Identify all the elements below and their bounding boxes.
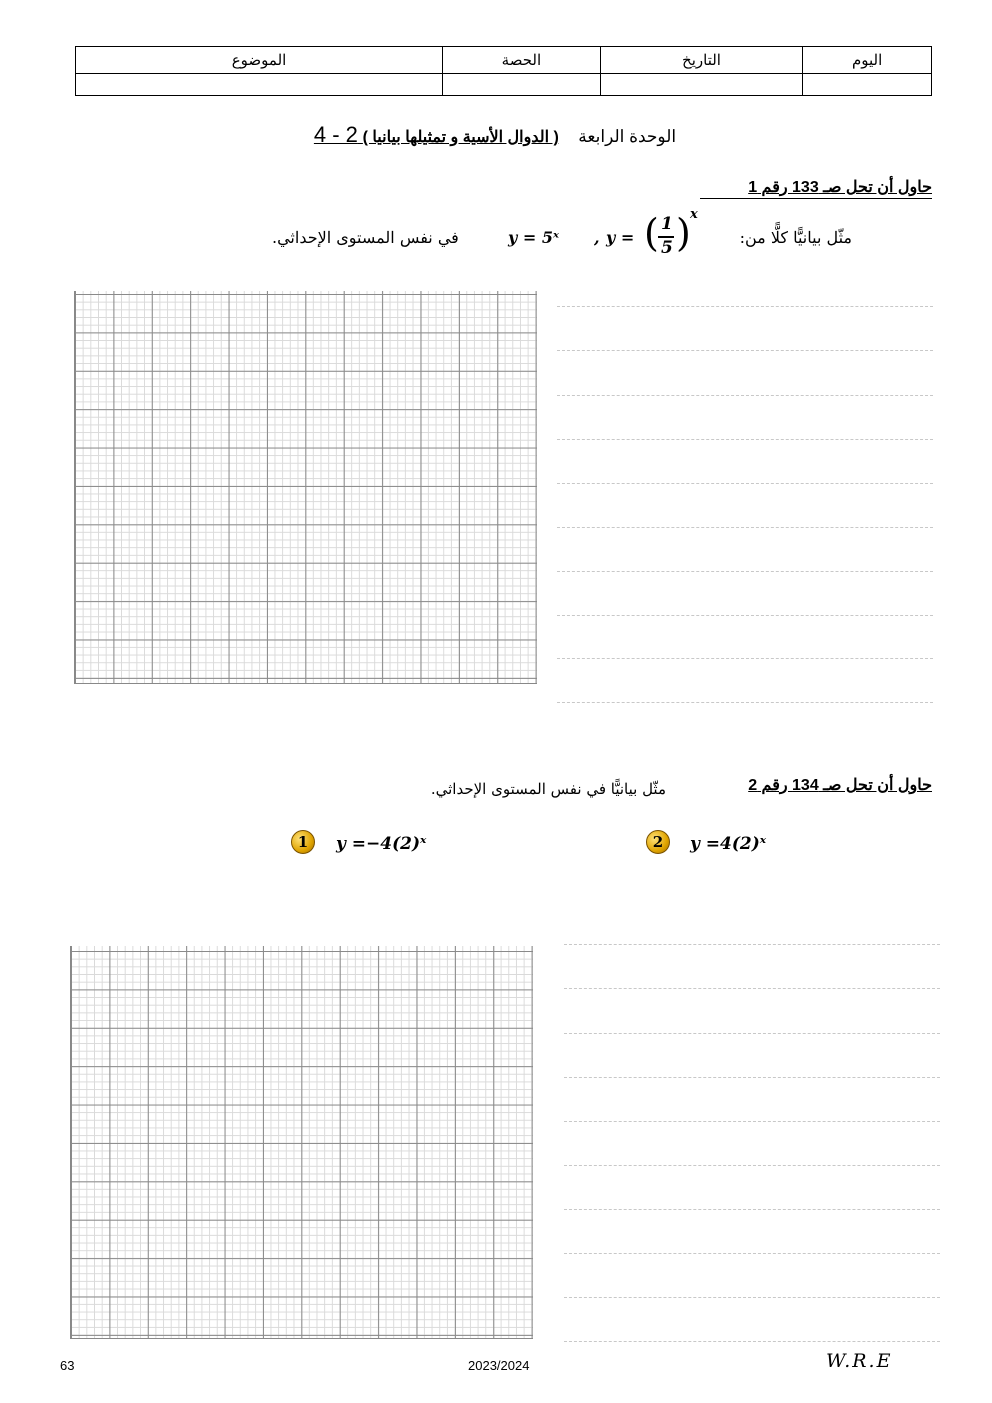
- author-signature: W.R.E: [826, 1350, 893, 1372]
- header-period-value[interactable]: [443, 74, 601, 96]
- answer-line[interactable]: [564, 1033, 940, 1034]
- graph-paper-1[interactable]: [74, 291, 537, 684]
- page-number: 63: [60, 1358, 75, 1373]
- header-day: اليوم: [803, 47, 932, 74]
- answer-line[interactable]: [564, 1209, 940, 1210]
- equation-y-5x: y = 5ˣ: [508, 228, 559, 247]
- fraction-denominator: 5: [661, 238, 673, 258]
- fraction-numerator: 1: [661, 214, 673, 234]
- answer-line[interactable]: [557, 658, 933, 659]
- equation-separator: ,: [594, 228, 600, 247]
- graph-paper-2[interactable]: [70, 946, 533, 1339]
- unit-title-topic: ( الدوال الأسية و تمثيلها بيانيا ): [362, 129, 559, 146]
- fraction-exponent: x: [690, 207, 698, 222]
- answer-line[interactable]: [557, 527, 933, 528]
- exercise2-instruction: مثّل بيانيًّا في نفس المستوى الإحداثي.: [430, 780, 666, 798]
- answer-line[interactable]: [564, 1165, 940, 1166]
- equation-y-lhs: y =: [606, 228, 635, 247]
- exercise1-heading-rule: [700, 198, 932, 199]
- paren-right: ): [676, 211, 691, 255]
- unit-title-prefix: الوحدة الرابعة: [578, 127, 677, 146]
- answer-line[interactable]: [564, 1121, 940, 1122]
- answer-line[interactable]: [564, 1297, 940, 1298]
- answer-line[interactable]: [557, 439, 933, 440]
- header-topic: الموضوع: [76, 47, 443, 74]
- instruction-end: في نفس المستوى الإحداثي.: [272, 228, 459, 247]
- header-topic-value[interactable]: [76, 74, 443, 96]
- answer-line[interactable]: [557, 350, 933, 351]
- header-period: الحصة: [443, 47, 601, 74]
- answer-line[interactable]: [564, 988, 940, 989]
- header-date-value[interactable]: [600, 74, 803, 96]
- badge-2-icon: 2: [646, 830, 670, 854]
- answer-line[interactable]: [557, 395, 933, 396]
- answer-line[interactable]: [557, 702, 933, 703]
- answer-line[interactable]: [564, 1341, 940, 1342]
- exercise1-instruction: [272, 207, 852, 261]
- instruction-start: مثّل بيانيًّا كلًّا من:: [739, 228, 852, 247]
- answer-line[interactable]: [557, 571, 933, 572]
- unit-title-number: 4 - 2: [313, 122, 358, 147]
- header-table: [75, 46, 932, 96]
- unit-title: [250, 122, 740, 148]
- header-date: التاريخ: [600, 47, 803, 74]
- answer-line[interactable]: [564, 1253, 940, 1254]
- header-day-value[interactable]: [803, 74, 932, 96]
- school-year: 2023/2024: [468, 1358, 530, 1373]
- answer-line[interactable]: [557, 306, 933, 307]
- answer-line[interactable]: [557, 615, 933, 616]
- badge-1-icon: 1: [291, 830, 315, 854]
- answer-line[interactable]: [557, 483, 933, 484]
- paren-left: (: [644, 211, 659, 255]
- answer-line[interactable]: [564, 1077, 940, 1078]
- equation-item-2: y =4(2)ˣ: [690, 834, 767, 854]
- exercise1-heading: حاول أن تحل صـ 133 رقم 1: [748, 179, 932, 196]
- exercise2-heading: حاول أن تحل صـ 134 رقم 2: [748, 777, 932, 794]
- answer-line[interactable]: [564, 944, 940, 945]
- equation-item-1: y =−4(2)ˣ: [336, 834, 427, 854]
